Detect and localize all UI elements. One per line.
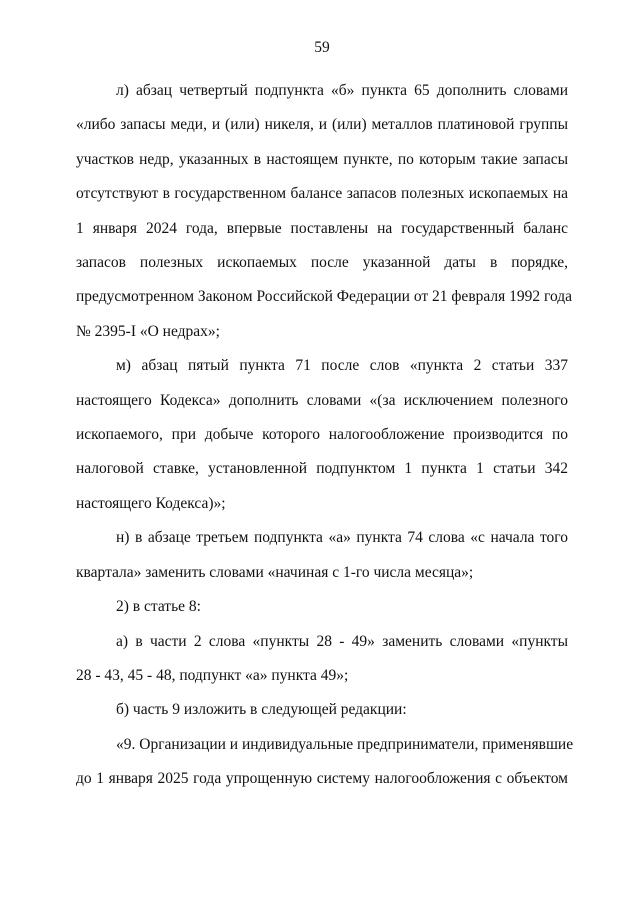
text-line: предусмотренном Законом Российской Федерации от 21 февраля 1992 года — [76, 288, 573, 306]
text-line: н) в абзаце третьем подпункта «а» пункта 74 слова «с начала того — [116, 529, 568, 547]
text-line: запасов полезных ископаемых после указанной даты в порядке, — [76, 254, 568, 272]
text-line: 2) в статье 8: — [116, 598, 201, 616]
text-line: настоящего Кодекса)»; — [76, 494, 226, 512]
text-line: налоговой ставке, установленной подпунктом 1 пункта 1 статьи 342 — [76, 460, 568, 478]
text-line: л) абзац четвертый подпункта «б» пункта 65 дополнить словами — [116, 82, 568, 99]
text-line: а) в части 2 слова «пункты 28 - 49» заменить словами «пункты — [116, 632, 568, 650]
text-line: «либо запасы меди, и (или) никеля, и (или) металлов платиновой группы — [76, 116, 568, 134]
paragraph — [76, 521, 568, 590]
text-line: настоящего Кодекса» дополнить словами «(за исключением полезного — [76, 391, 568, 409]
text-line: квартала» заменить словами «начиная с 1-го числа месяца»; — [76, 563, 474, 581]
text-line: «9. Организации и индивидуальные предприниматели, применявшие — [116, 735, 574, 753]
text-line: 1 января 2024 года, впервые поставлены на государственный баланс — [76, 219, 568, 237]
paragraph — [76, 625, 568, 694]
paragraph — [76, 349, 568, 521]
text-line: б) часть 9 изложить в следующей редакции: — [116, 701, 407, 719]
text-line: отсутствуют в государственном балансе запасов полезных ископаемых на — [76, 185, 568, 203]
text-line: м) абзац пятый пункта 71 после слов «пункта 2 статьи 337 — [116, 357, 568, 375]
paragraph — [76, 728, 574, 797]
text-line: ископаемого, при добыче которого налогообложение производится по — [76, 426, 568, 444]
text-line: участков недр, указанных в настоящем пункте, по которым такие запасы — [76, 150, 568, 168]
document-page — [76, 38, 574, 797]
text-line: 28 - 43, 45 - 48, подпункт «а» пункта 49»; — [76, 666, 349, 684]
document-body — [76, 74, 574, 797]
text-line: № 2395-I «О недрах»; — [76, 322, 220, 340]
paragraph — [76, 693, 568, 727]
text-line: до 1 января 2025 года упрощенную систему налогообложения с объектом — [76, 770, 568, 788]
page-number: 59 — [314, 39, 330, 56]
paragraph — [76, 74, 573, 349]
paragraph — [76, 590, 568, 624]
